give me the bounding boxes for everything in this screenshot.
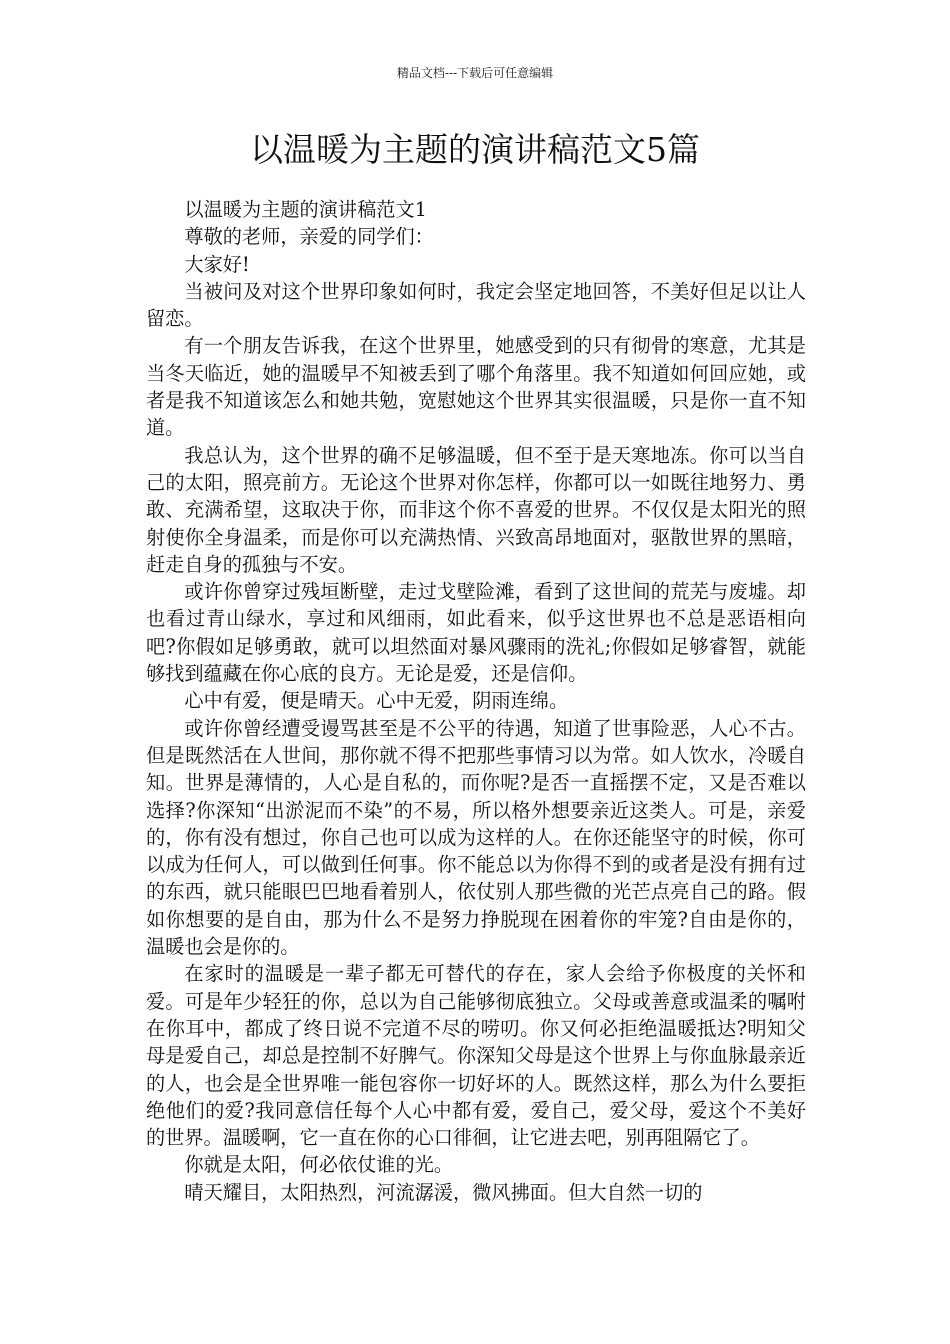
paragraph: 在家时的温暖是一辈子都无可替代的存在，家人会给予你极度的关怀和爱。可是年少轻狂的你，总以为自己能够彻底独立。父母或善意或温柔的嘱咐在你耳中，都成了终日说不完道不尽的唠叨。你又何必拒绝温暖抵达?明知父母是爱自己，却总是控制不好脾气。你深知父母是这个世界上与你血脉最亲近的人，也会是全世界唯一能包容你一切好坏的人。既然这样，那么为什么要拒绝他们的爱?我同意信任每个人心中都有爱，爱自己，爱父母，爱这个不美好的世界。温暖啊，它一直在你的心口徘徊，让它进去吧，别再阻隔它了。: [146, 962, 806, 1150]
paragraph: 有一个朋友告诉我，在这个世界里，她感受到的只有彻骨的寒意，尤其是当冬天临近，她的温暖早不知被丢到了哪个角落里。我不知道如何回应她，或者是我不知道该怎么和她共勉，宽慰她这个世界其实很温暖，只是你一直不知道。: [146, 334, 806, 440]
paragraph: 当被问及对这个世界印象如何时，我定会坚定地回答，不美好但足以让人留恋。: [146, 279, 806, 331]
document-title: 以温暖为主题的演讲稿范文5篇: [250, 130, 700, 169]
paragraph-greeting: 大家好!: [184, 252, 250, 276]
paragraph-subtitle: 以温暖为主题的演讲稿范文1: [184, 198, 427, 221]
paragraph: 我总认为，这个世界的确不足够温暖，但不至于是天寒地冻。你可以当自己的太阳，照亮前方。无论这个世界对你怎样，你都可以一如既往地努力、勇敢、充满希望，这取决于你，而非这个你不喜爱的世界。不仅仅是太阳光的照射使你全身温柔，而是你可以充满热情、兴致高昂地面对，驱散世界的黑暗，赶走自身的孤独与不安。: [146, 443, 806, 576]
paragraph: 或许你曾经遭受谩骂甚至是不公平的待遇，知道了世事险恶，人心不古。但是既然活在人世间，那你就不得不把那些事情习以为常。如人饮水，冷暖自知。世界是薄情的，人心是自私的，而你呢?是否一直摇摆不定，又是否难以选择?你深知“出淤泥而不染”的不易，所以格外想要亲近这类人。可是，亲爱的，你有没有想过，你自己也可以成为这样的人。在你还能坚守的时候，你可以成为任何人，可以做到任何事。你不能总以为你得不到的或者是没有拥有过的东西，就只能眼巴巴地看着别人，依仗别人那些微的光芒点亮自己的路。假如你想要的是自由，那为什么不是努力挣脱现在困着你的牢笼?自由是你的，温暖也会是你的。: [146, 716, 806, 959]
page-header: 精品文档---下载后可任意编辑: [396, 66, 554, 80]
paragraph: 你就是太阳，何必依仗谁的光。: [184, 1153, 454, 1177]
document-body: [146, 196, 806, 1206]
paragraph-salutation: 尊敬的老师，亲爱的同学们：: [184, 225, 434, 249]
paragraph: 心中有爱，便是晴天。心中无爱，阴雨连绵。: [184, 689, 569, 713]
paragraph: 晴天耀目，太阳热烈，河流潺湲，微风拂面。但大自然一切的: [184, 1180, 703, 1204]
paragraph: 或许你曾穿过残垣断壁，走过戈壁险滩，看到了这世间的荒芜与废墟。却也看过青山绿水，享过和风细雨，如此看来，似乎这世界也不总是恶语相向吧?你假如足够勇敢，就可以坦然面对暴风骤雨的洗礼;你假如足够睿智，就能够找到蕴藏在你心底的良方。无论是爱，还是信仰。: [146, 580, 806, 686]
